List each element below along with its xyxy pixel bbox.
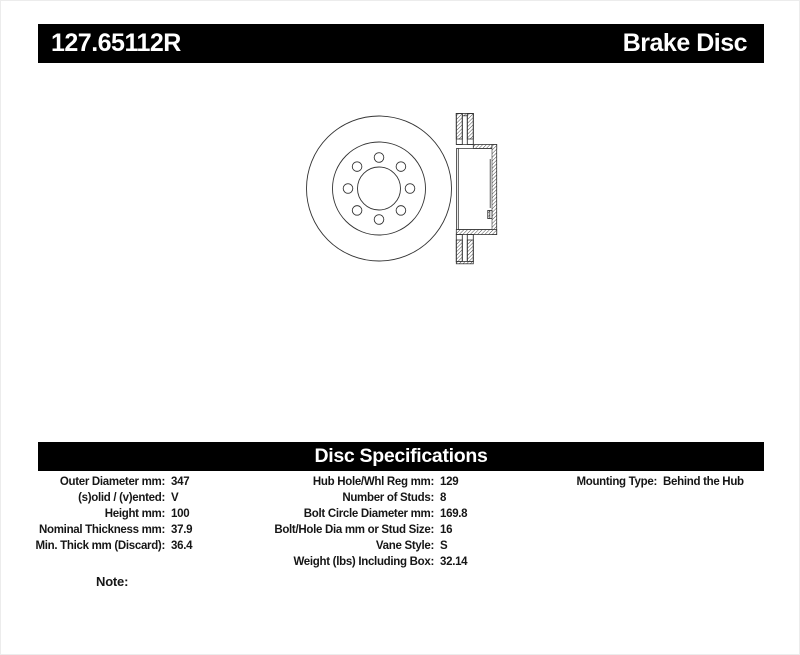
spec-value: V (171, 492, 179, 504)
brake-disc-drawing (281, 96, 511, 271)
disc-side-view (456, 114, 496, 264)
spec-value: S (440, 540, 448, 552)
spec-label: Hub Hole/Whl Reg mm: (312, 476, 434, 488)
spec-title-bar (38, 442, 764, 471)
part-number: 127.65112R (51, 29, 181, 57)
spec-label: Vane Style: (375, 540, 434, 552)
disc-front-view (307, 116, 452, 261)
spec-row-bolt-hole-dia (1, 522, 453, 538)
spec-value: 16 (440, 524, 453, 536)
note-label: Note: (96, 574, 129, 589)
spec-value: 8 (440, 492, 447, 504)
spec-title: Disc Specifications (314, 445, 488, 467)
spec-label: Bolt/Hole Dia mm or Stud Size: (274, 524, 434, 536)
spec-label: Min. Thick mm (Discard): (35, 540, 165, 552)
spec-value: 37.9 (171, 524, 193, 536)
spec-label: Number of Studs: (342, 492, 434, 504)
spec-row-weight (1, 554, 468, 570)
spec-label: Weight (lbs) Including Box: (293, 556, 434, 568)
spec-value: 347 (171, 476, 190, 488)
header-bar (38, 24, 764, 63)
stud-holes (343, 153, 415, 225)
spec-label: Outer Diameter mm: (59, 476, 165, 488)
spec-row-vane-style (1, 538, 448, 554)
spec-label: Nominal Thickness mm: (39, 524, 165, 536)
spec-value: 169.8 (440, 508, 468, 520)
spec-value: 100 (171, 508, 190, 520)
spec-value: 36.4 (171, 540, 193, 552)
spec-row-number-of-studs (1, 490, 447, 506)
spec-value: 32.14 (440, 556, 468, 568)
spec-value: 129 (440, 476, 459, 488)
spec-row-mounting-type (1, 474, 744, 490)
spec-label: Bolt Circle Diameter mm: (303, 508, 434, 520)
spec-row-bolt-circle (1, 506, 468, 522)
product-title: Brake Disc (622, 29, 747, 57)
spec-column-right (1, 474, 744, 490)
spec-label: Mounting Type: (576, 476, 657, 488)
spec-label: Height mm: (104, 508, 165, 520)
spec-value: Behind the Hub (663, 476, 744, 488)
spec-label: (s)olid / (v)ented: (78, 492, 165, 504)
